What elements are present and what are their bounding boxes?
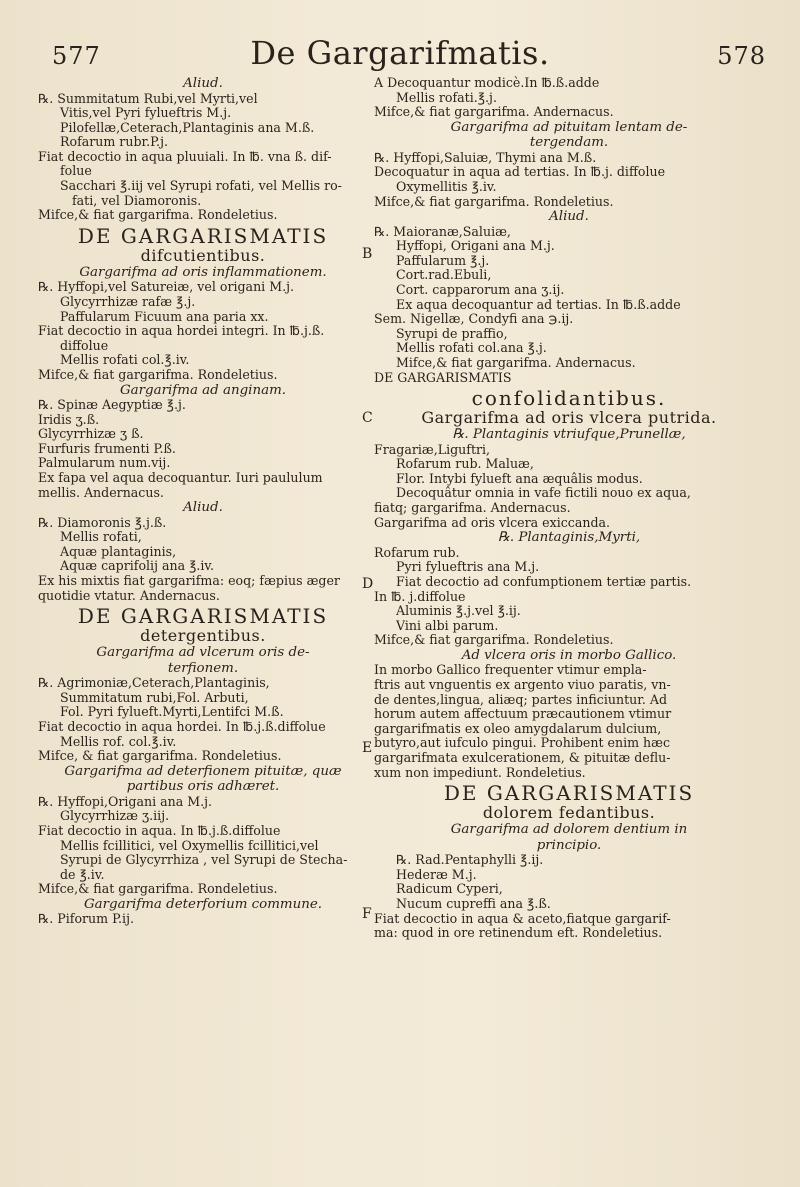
text-line: Iridis ʒ.ß. [38,412,100,427]
margin-letter-d: D [362,576,374,592]
heading: ℞. Plantaginis vtriufque,Prunellæ, [452,427,686,443]
text-line: Fiat decoctio in aqua hordei integri. In ℔.j.ß. [38,324,325,339]
text-line: Fiat decoctio in aqua pluuiali. In ℔. vna ß. dif- [38,149,332,164]
heading: ℞. Plantaginis,Myrti, [497,530,641,546]
text-line: Fiat decoctio in aqua. In ℔.j.ß.diffolue [38,823,281,838]
text-line: ℞. Rad.Pentaphylli ℥.ij. [396,853,544,868]
text-line: gargarifmatis ex oleo amygdalarum dulcium, [374,721,662,736]
text-line: ℞. Piforum P.ij. [38,912,134,927]
heading: Aliud. [183,500,223,516]
text-line: Aquæ plantaginis, [60,544,177,559]
heading: Gargarifma ad deterfionem pituitæ, quæ [64,763,342,779]
section-subheading: detergentibus. [140,627,266,646]
text-line: Sem. Nigellæ, Condyfi ana ℈.ij. [374,312,574,327]
section-heading: DE GARGARISMATIS [77,224,329,247]
text-line: de ℥.iv. [60,867,105,882]
section-heading: DE GARGARISMATIS [77,605,329,628]
text-line: ℞. Diamoronis ℥.j.ß. [38,515,167,530]
text-line: fati, vel Diamoronis. [72,193,202,208]
text-line: Rofarum rub. [374,545,460,560]
text-line: Ex his mixtis fiat gargarifma: eoq; fæpius æger [38,574,340,589]
text-line: Hyffopi, Origani ana M.j. [396,239,555,254]
text-line: DE GARGARISMATIS [374,370,512,385]
text-line: Mellis rofati, [60,530,142,545]
heading: Gargarifma ad anginam. [119,382,287,398]
right-column [374,76,764,941]
section-heading: confolidantibus. [471,387,667,410]
text-line: Gargarifma ad oris vlcera exiccanda. [374,515,611,530]
text-line: Hederæ M.j. [396,867,477,882]
text-line: diffolue [60,338,109,353]
text-line: Palmularum num.vij. [38,456,171,471]
text-line: folue [60,164,92,179]
text-line: Mifce, & fiat gargarifma. Rondeletius. [38,749,282,764]
text-line: Fiat decoctio in aqua & aceto,fiatque gargarif- [374,911,671,926]
heading: Gargarifma ad vlcerum oris de- [96,645,310,661]
text-line: butyro,aut iufculo pingui. Prohibent enim hæc [374,736,671,751]
running-title: De Gargarifmatis. [250,34,550,72]
text-line: Fiat decoctio ad confumptionem tertiæ partis. [396,574,692,589]
text-line: Mifce,& fiat gargarifma. Rondeletius. [38,208,278,223]
text-line: Mellis rof. col.℥.iv. [60,734,177,749]
heading: Gargarifma ad pituitam lentam de- [450,119,688,135]
text-line: mellis. Andernacus. [38,485,164,500]
text-line: Cort. capparorum ana ʒ.ij. [396,283,565,298]
heading: Gargarifma ad dolorem dentium in [450,822,688,838]
text-line: Nucum cupreffi ana ℥.ß. [396,896,551,911]
heading: Gargarifma ad oris inflammationem. [79,264,327,280]
text-line: Fiat decoctio in aqua hordei. In ℔.j.ß.diffolue [38,720,326,734]
text-line: In ℔. j.diffolue [374,589,466,604]
text-line: Mifce,& fiat gargarifma. Rondeletius. [374,633,614,648]
text-line: de dentes,lingua, aliæq; partes inficiuntur. Ad [374,692,668,707]
text-line: Vini albi parum. [396,618,499,633]
text-line: xum non impediunt. Rondeletius. [374,765,586,780]
text-line: Mifce,& fiat gargarifma. Rondeletius. [374,194,614,209]
section-subheading: difcutientibus. [140,246,266,265]
heading: Aliud. [549,209,589,225]
text-line: Furfuris frumenti P.ß. [38,441,176,456]
text-line: A Decoquantur modicè.In ℔.ß.adde [374,76,600,90]
text-line: Sacchari ℥.iij vel Syrupi rofati, vel Mellis ro- [60,179,342,194]
text-line: Aquæ caprifolij ana ℥.iv. [60,559,215,574]
heading: terfionem. [167,660,239,676]
text-line: Glycyrrhizæ ʒ.iij. [60,809,170,824]
section-subheading: dolorem fedantibus. [482,804,656,823]
text-line: ftris aut vnguentis ex argento viuo paratis, vn- [374,678,671,692]
text-line: Mifce,& fiat gargarifma. Rondeletius. [38,882,278,897]
margin-letter-b: B [362,246,373,262]
text-line: Oxymellitis ℥.iv. [396,179,497,194]
text-line: quotidie vtatur. Andernacus. [38,588,220,603]
left-column [38,76,368,927]
text-line: gargarifmata exulcerationem, & pituitæ deflu- [374,750,671,765]
text-line: ℞. Agrimoniæ,Ceterach,Plantaginis, [38,676,270,691]
text-line: Mifce,& fiat gargarifma. Andernacus. [374,105,614,120]
text-line: Fol. Pyri fylueft.Myrti,Lentifci M.ß. [60,705,284,720]
text-line: Flor. Intybi fylueft ana æquâlis modus. [396,471,643,486]
text-line: fiatq; gargarifma. Andernacus. [374,501,571,516]
text-line: Syrupi de Glycyrrhiza , vel Syrupi de Stecha- [60,853,348,868]
text-line: Decoquatur in aqua ad tertias. In ℔.j. diffolue [374,165,666,180]
text-line: ℞. Hyffopi,Saluiæ, Thymi ana M.ß. [374,150,597,165]
text-line: ma: quod in ore retinendum eft. Rondeletius. [374,926,663,941]
text-line: ℞. Maioranæ,Saluiæ, [374,224,511,239]
text-line: Pilofellæ,Ceterach,Plantaginis ana M.ß. [60,120,315,135]
text-line: Ex fapa vel aqua decoquantur. Iuri paululum [38,470,323,485]
heading: tergendam. [529,135,609,151]
text-line: Glycyrrhizæ rafæ ℥.j. [60,294,196,309]
text-line: Rofarum rub. Maluæ, [396,457,534,472]
heading: partibus oris adhæret. [126,779,280,795]
text-line: Cort.rad.Ebuli, [396,268,492,283]
text-line: Mifce,& fiat gargarifma. Rondeletius. [38,367,278,382]
text-line: ℞. Summitatum Rubi,vel Myrti,vel [38,91,258,106]
page-number-left: 577 [52,42,101,70]
text-line: Mellis rofati col.ana ℥.j. [396,341,547,356]
text-line: Ex aqua decoquantur ad tertias. In ℔.ß.adde [396,297,681,312]
text-line: Pyri fylueftris ana M.j. [396,560,540,575]
text-line: Syrupi de praffio, [396,326,508,341]
section-subheading: Gargarifma ad oris vlcera putrida. [421,409,717,428]
heading: Gargarifma deterforium commune. [83,896,323,912]
page-number-right: 578 [717,42,766,70]
heading: principio. [536,837,602,853]
text-line: ℞. Hyffopi,vel Satureiæ, vel origani M.j. [38,280,295,295]
margin-letter-f: F [362,906,372,922]
text-line: Rofarum rubr.P.j. [60,135,168,150]
text-line: Mellis fcillitici, vel Oxymellis fcillitici,vel [60,838,319,853]
text-line: Paffularum Ficuum ana paria xx. [60,309,269,324]
text-line: Paffularum ℥.j. [396,253,490,268]
text-line: horum autem affectuum præcautionem vtimur [374,707,672,722]
text-line: Mellis rofati.℥.j. [396,90,497,105]
text-line: Glycyrrhizæ ʒ ß. [38,427,144,442]
text-line: Radicum Cyperi, [396,882,503,897]
margin-letter-c: C [362,410,373,426]
text-line: Aluminis ℥.j.vel ℥.ij. [396,604,521,619]
text-line: Vitis,vel Pyri fylueftris M.j. [60,106,232,121]
text-line: Mellis rofati col.℥.iv. [60,353,190,368]
section-heading: DE GARGARISMATIS [443,782,695,805]
text-line: In morbo Gallico frequenter vtimur empla- [374,663,647,678]
heading: Aliud. [183,76,223,91]
heading: Ad vlcera oris in morbo Gallico. [461,647,677,663]
margin-letter-e: E [362,740,373,756]
text-line: Decoquâtur omnia in vafe fictili nouo ex aqua, [396,486,691,501]
text-line: Fragariæ,Liguftri, [374,442,491,457]
text-line: Summitatum rubi,Fol. Arbuti, [60,690,249,705]
text-line: ℞. Spinæ Aegyptiæ ℥.j. [38,398,186,412]
text-line: ℞. Hyffopi,Origani ana M.j. [38,794,213,809]
text-line: Mifce,& fiat gargarifma. Andernacus. [396,356,636,370]
